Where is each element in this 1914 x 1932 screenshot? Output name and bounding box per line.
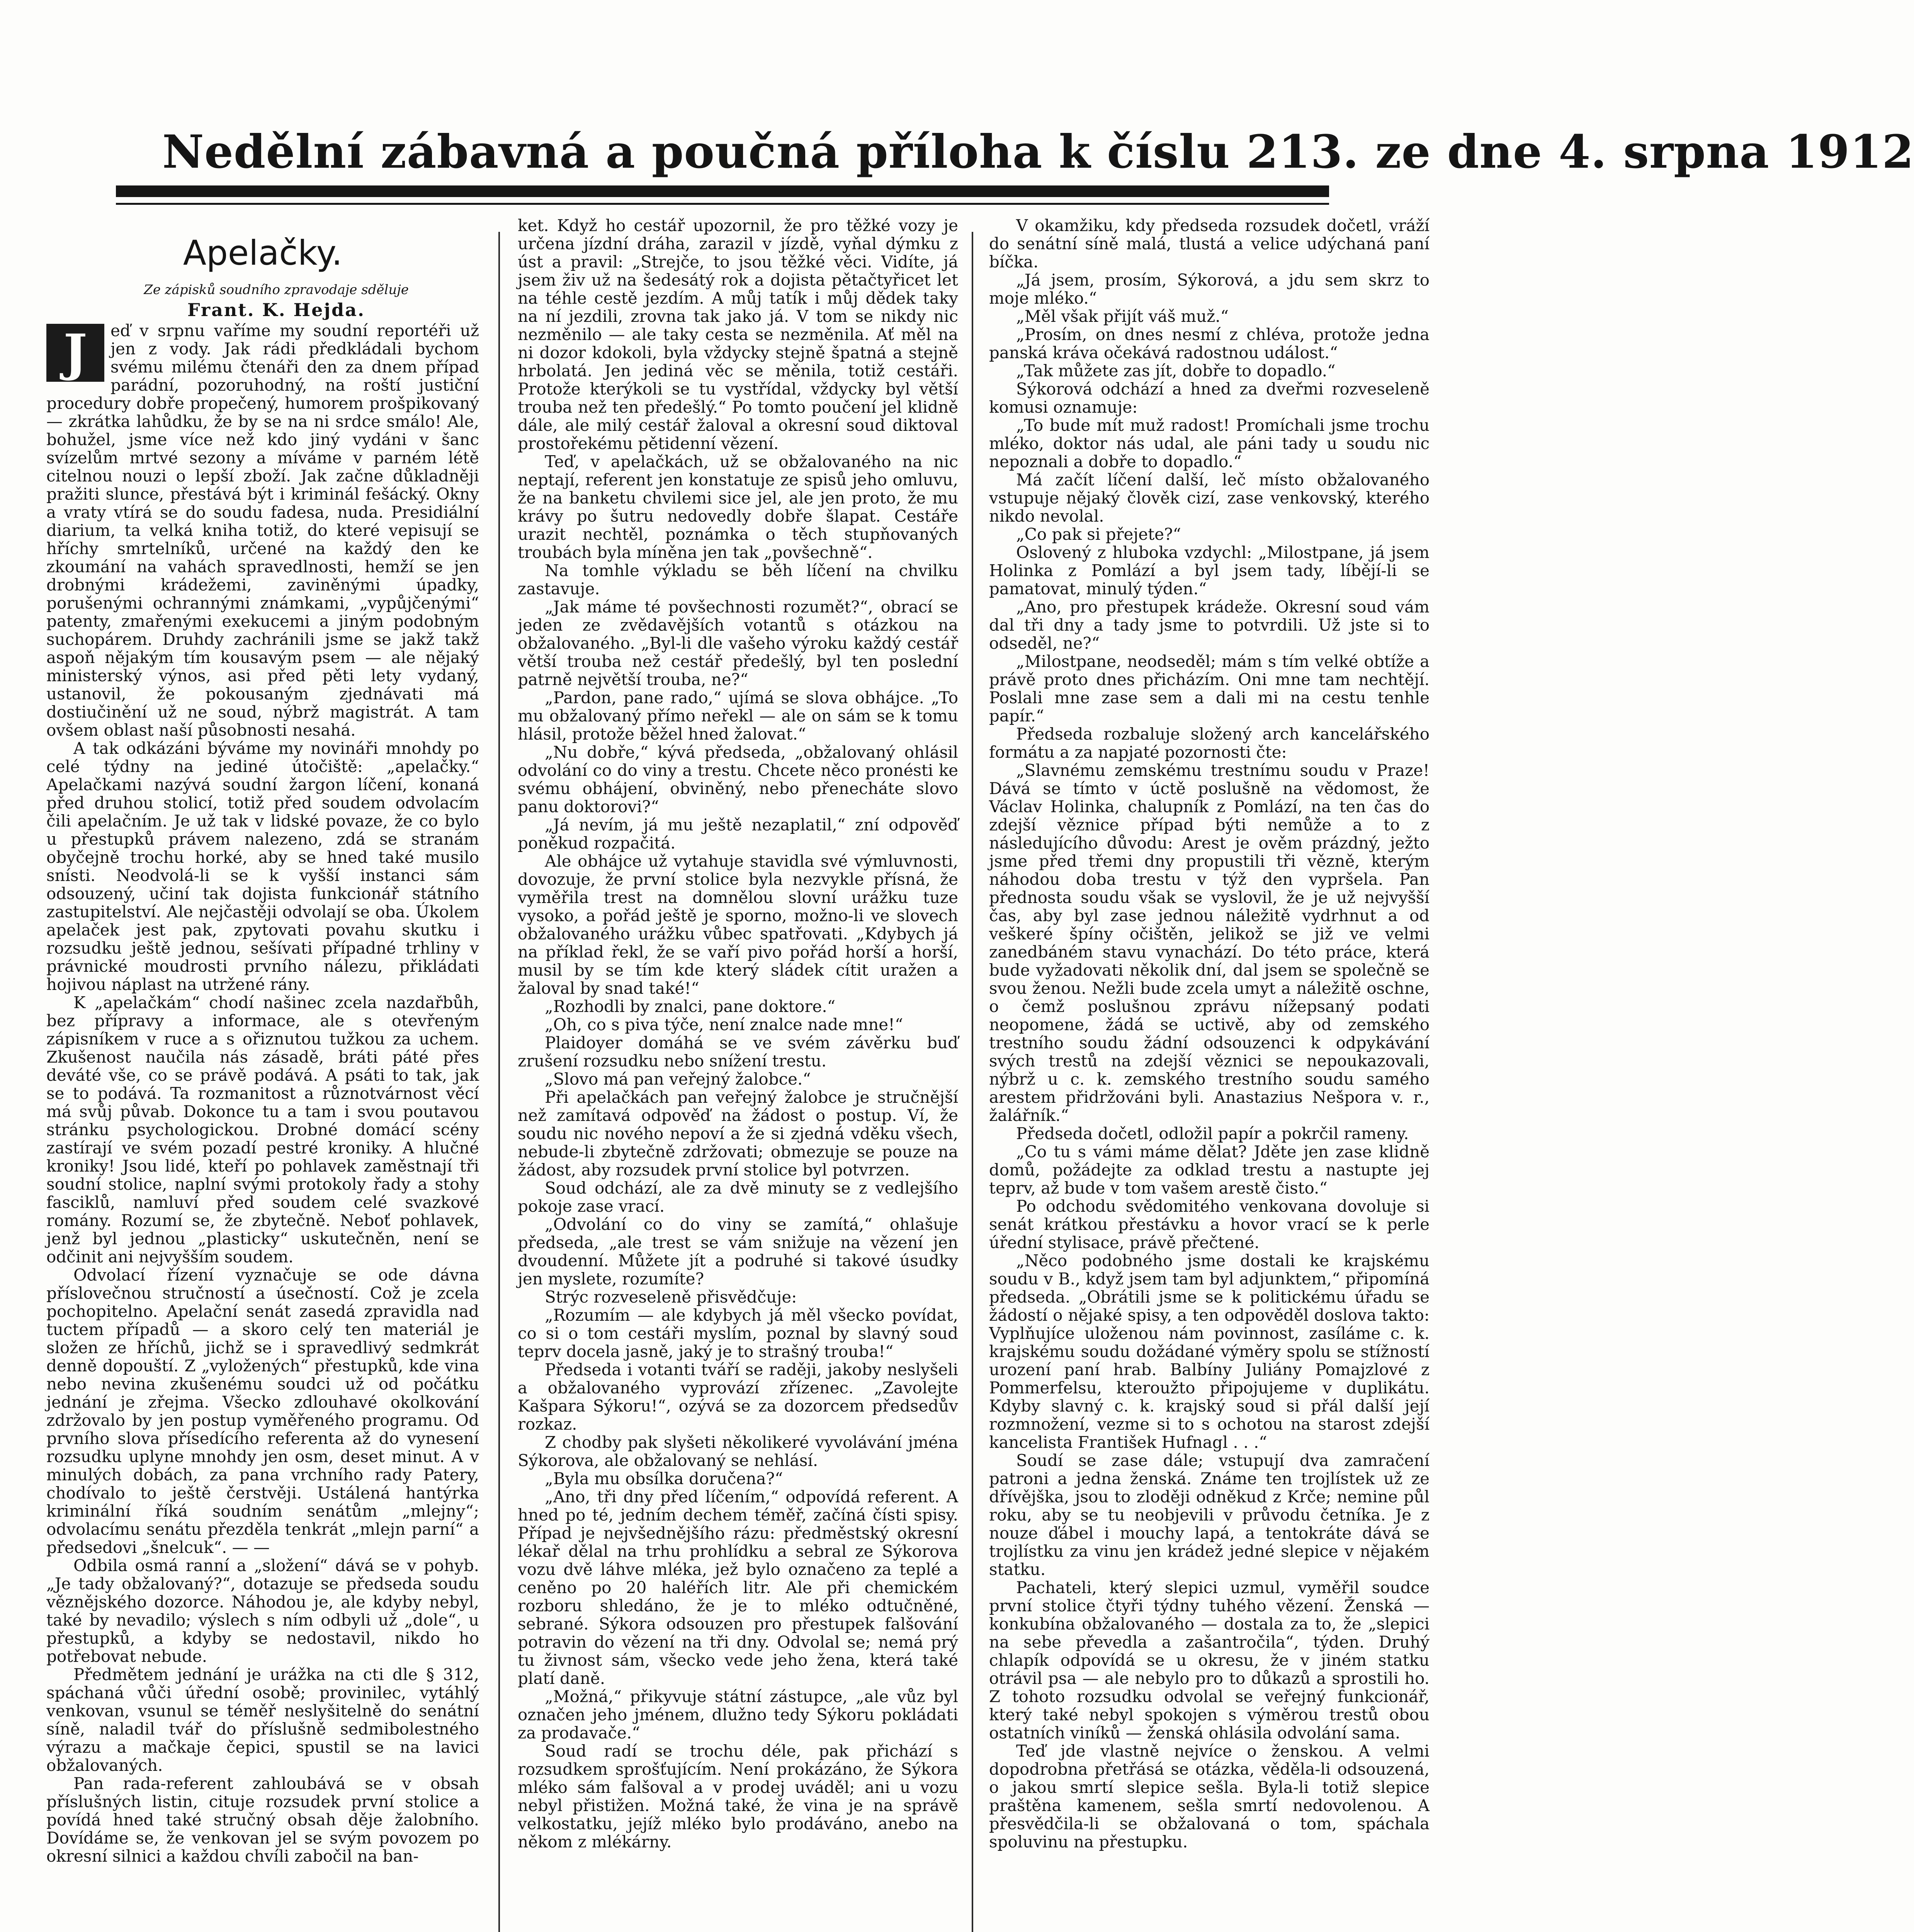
article-paragraph: Předseda dočetl, odložil papír a pokrčil rameny. — [1016, 1124, 1409, 1143]
article-paragraph: Soudí se zase dále; vstupují dva zamračení patroni a jedna ženská. Známe ten trojlístek už ze dřívějška, jsou to zloději odněkud z Krče; nemine půl roku, aby se tu neobjevili v průvodu četníka. Je z nouze ďábel i mouchy lapá, a tentokráte dává se trojlístku za vinu jen krádež jedné slepice v nějakém statku. — [989, 1451, 1430, 1579]
article-paragraph: Plaidoyer domáhá se ve svém závěrku buď zrušení rozsudku nebo snížení trestu. — [518, 1033, 958, 1070]
article-paragraph: „Já jsem, prosím, Sýkorová, a jdu sem skrz to moje mléko.“ — [989, 270, 1430, 308]
article-paragraph: ket. Když ho cestář upozornil, že pro těžké vozy je určena jízdní dráha, zarazil v jízdě, vyňal dýmku z úst a pravil: „Strejče, to jsou těžké věci. Vidíte, já jsem živ už na šedesátý rok a dojista pětačtyřicet let na téhle cestě jezdím. A můj tatík i můj dědek taky na ní jezdili, zrovna tak jako já. V tom se nikdy nic nezměnilo — ale taky cesta se nezměnila. Ať měl na ni dozor kdokoli, byla vždycky stejně špatná a stejně hrbolatá. Jen jediná věc se měnila, totiž cestáři. Protože kterýkoli se tu vystřídal, vždycky byl větší trouba než ten předešlý.“ Po tomto poučení jel klidně dále, ale milý cestář žaloval a okresní soud diktoval prostořekému pětidenní vězení. — [518, 216, 958, 453]
article-paragraph — [46, 321, 479, 739]
article-title: Apelačky. — [183, 233, 343, 273]
article-paragraph: Po odchodu svědomitého venkovana dovoluje si senát krátkou přestávku a hovor vrací se k perle úřední stylisace, právě přečtené. — [989, 1197, 1430, 1252]
article-paragraph: Sýkorová odchází a hned za dveřmi rozveseleně komusi oznamuje: — [989, 379, 1430, 417]
article-paragraph: Předseda rozbaluje složený arch kancelářského formátu a za napjaté pozornosti čte: — [989, 724, 1430, 762]
article-paragraph: „Milostpane, neodseděl; mám s tím velké obtíže a právě proto dnes přicházím. Oni mne tam nechtějí. Poslali mne zase sem a dali mi na cestu tenhle papír.“ — [989, 652, 1430, 725]
article-paragraph: Pan rada-referent zahloubává se v obsah příslušných listin, cituje rozsudek první stolice a povídá hned také stručný obsah děje žalobního. Dovídáme se, že venkovan jel se svým povozem po okresní silnici a každou chvíli zabočil na ban- — [46, 1774, 479, 1866]
article-paragraph: Odvolací řízení vyznačuje se ode dávna příslovečnou stručností a úsečností. Což je zcela pochopitelno. Apelační senát zasedá zpravidla nad tuctem případů — a skoro celý ten materiál je složen ze hříchů, jichž se i spravedlivý sedmkrát denně dopouští. Z „vyložených“ přestupků, kde vina nebo nevina zkušenému soudci už od počátku jednání je zřejma. Všecko zdlouhavé okolkování zdržovalo by jen postup vyměřeného programu. Od prvního slova přísedícího referenta až do vynesení rozsudku uplyne mnohdy jen osm, deset minut. A v minulých dobách, za pana vrchního rady Patery, chodívalo to ještě čerstvěji. Ustálená hantýrka kriminální říká soudním senátům „mlejny“; odvolacímu senátu přezděla tenkrát „mlejn parní“ a předsedovi „šnelcuk“. — — — [46, 1265, 479, 1557]
article-paragraph: Předseda i votanti tváří se raději, jakoby neslyšeli a obžalovaného vyprovází zřízenec. „Zavolejte Kašpara Sýkoru!“, ozývá se za dozorcem předsedův rozkaz. — [518, 1360, 958, 1434]
article-paragraph: „Možná,“ přikyvuje státní zástupce, „ale vůz byl označen jeho jménem, dlužno tedy Sýkoru pokládati za prodavače.“ — [518, 1687, 958, 1742]
article-paragraph: „Slavnému zemskému trestnímu soudu v Praze! Dává se tímto v úctě poslušně na vědomost, že Václav Holinka, chalupník z Pomlází, na ten čas do zdejší věznice případ býti nemůže a to z následujícího důvodu: Arest je ověm prázdný, ježto jsme před třemi dny propustili tři vězně, kterým náhodou doba trestu v týž den vypršela. Pan přednosta soudu však se vyslovil, že je už nejvyšší čas, aby byl zase jednou náležitě vydrhnut a od veškeré špíny očištěn, jelikož se již ve velmi zanedbáném stavu vynachází. Do této práce, která bude vyžadovati několik dní, dal jsem se společně se svou ženou. Nežli bude zcela umyt a náležitě oschne, o čemž poslušnou zprávu nížepsaný podati neopomene, žádá se uctivě, aby od zemského trestního soudu žádní odsouzenci k odpykávání svých trestů na zdejší věznici se nepoukazovali, nýbrž u c. k. zemského trestního soudu samého arestem přidržováni byli. Anastazius Nešpora v. r., žalářník.“ — [989, 761, 1430, 1125]
masthead-thick-rule — [116, 185, 1329, 197]
article-paragraph: „Slovo má pan veřejný žalobce.“ — [545, 1070, 811, 1088]
article-paragraph: Teď, v apelačkách, už se obžalovaného na nic neptají, referent jen konstatuje ze spisů jeho omluvu, že na banketu chvilemi sice jel, ale jen proto, že mu krávy po šutru nedovedly dobře šlapat. Cestáře urazit nechtěl, poznámka o těch stupňovaných troubách byla míněna jen tak „povšechně“. — [518, 452, 958, 562]
article-paragraph: Teď jde vlastně nejvíce o ženskou. A velmi dopodrobna přetřásá se otázka, věděla-li odsouzená, o jakou smrtí slepice sešla. Byla-li totiž slepice praštěna kamenem, sešla smrtí nedovolenou. A přesvědčila-li se obžalovaná o tom, spáchala spoluvinu na přestupku. — [989, 1742, 1430, 1851]
article-paragraph: Pachateli, který slepici uzmul, vyměřil soudce první stolice čtyři týdny tuhého vězení. Ženská — konkubína obžalovaného — dostala za to, že „slepici na sebe převedla a zašantročila“, týden. Druhý chlapík odpovídá se u okresu, že v jiném statku otrávil psa — ale nebylo pro to důkazů a sprostili ho. Z tohoto rozsudku odvolal se veřejný funkcionář, který také nebyl spokojen s výměrou trestů obou ostatních viníků — ženská ohlásila odvolání sama. — [989, 1578, 1430, 1742]
article-paragraph: „Já nevím, já mu ještě nezaplatil,“ zní odpověď poněkud rozpačitá. — [518, 815, 958, 852]
paragraph-text: eď v srpnu vaříme my soudní reportéři už jen z vody. Jak rádi předkládali bychom svému milému čtenáři den za dnem případ parádní, pozoruhodný, na roští justiční procedury dobře propečený, humorem prošpikovaný — zkrátka lahůdku, že by se na ni srdce smálo! Ale, bohužel, jsme více než kdo jiný vydáni v šanc svízelům mrtvé sezony a míváme v parném létě citelnou nouzi o lepší zboží. Jak začne důkladněji pražiti slunce, přestává být i kriminál fešácký. Okny a vraty vtírá se do soudu fadesa, nuda. Presidiální diarium, ta velká kniha totiž, do které vepisují se hříchy smrtelníků, určené na každý den ke zkoumání na vahách spravedlnosti, hemží se jen drobnými krádežemi, zaviněnými úpadky, porušenými ochrannými známkami, „vypůjčenými“ patenty, zmařenými exekucemi a jiným podobným suchopárem. Druhdy zachránili jsme se jakž takž aspoň nějakým tím kousavým psem — ale nějaký ministerský výnos, asi před pěti lety vydaný, ustanovil, že pokousaným zjednávati má dostiučinění už ne soud, nýbrž magistrát. A tam ovšem oblast naší působnosti nesahá. — [46, 321, 479, 740]
article-paragraph: Soud odchází, ale za dvě minuty se z vedlejšího pokoje zase vrací. — [518, 1179, 958, 1216]
article-paragraph: „Tak můžete zas jít, dobře to dopadlo.“ — [1016, 361, 1336, 380]
article-paragraph: „Co tu s vámi máme dělat? Jděte jen zase klidně domů, požádejte za odklad trestu a nastupte jej teprv, až bude v tom vašem arestě čisto.“ — [989, 1142, 1430, 1197]
drop-cap: J — [46, 324, 104, 382]
article-paragraph: „Rozumím — ale kdybych já měl všecko povídat, co si o tom cestáři myslím, poznal by slavný soud teprv docela jasně, jaký je to strašný trouba!“ — [518, 1306, 958, 1361]
column-divider-2 — [972, 232, 973, 1932]
masthead-thin-rule — [116, 203, 1329, 205]
column-3 — [989, 216, 1430, 1932]
article-paragraph: „Byla mu obsílka doručena?“ — [545, 1469, 783, 1488]
article-paragraph: Soud radí se trochu déle, pak přichází s rozsudkem sprošťujícím. Není prokázáno, že Sýkora mléko sám falšoval a v prodej uváděl; ani u vozu nebyl přistižen. Možná také, že vina je na správě velkostatku, jejíž mléko bylo prodáváno, anebo na někom z mlékárny. — [518, 1742, 958, 1851]
article-paragraph: „Pardon, pane rado,“ ujímá se slova obhájce. „To mu obžalovaný přímo neřekl — ale on sám se k tomu hlásil, protože běžel hned žalovat.“ — [518, 688, 958, 743]
article-paragraph: „Něco podobného jsme dostali ke krajskému soudu v B., když jsem tam byl adjunktem,“ připomíná předseda. „Obrátili jsme se k politickému úřadu se žádostí o nějaké spisy, a ten odpověděl doslova takto: Vyplňujíce uloženou nám povinnost, zasíláme c. k. krajskému soudu dožádané výměry spolu se stížností urození paní hrab. Balbíny Juliány Pomajzlové z Pommerfelsu, kteroužto připojujeme v duplikátu. Kdyby slavný c. k. krajský soud si přál další její rozmnožení, vezme si to s ochotou na starost zdejší kancelista František Hufnagl . . .“ — [989, 1251, 1430, 1452]
column-1 — [46, 216, 479, 1932]
article-paragraph: K „apelačkám“ chodí našinec zcela nazdařbůh, bez přípravy a informace, ale s otevřeným zápisníkem v ruce a s ořiznutou tužkou za uchem. Zkušenost naučila nás zásadě, bráti páté přes deváté vše, co se právě podává. A psáti to tak, jak se to podává. Ta rozmanitost a různotvárnost věcí má svůj půvab. Dokonce tu a tam i svou poutavou stránku psychologickou. Drobné domácí scény zastírají ve svém pozadí pestré kroniky. A hlučné kroniky! Jsou lidé, kteří po pohlavek zaměstnají tři soudní stolice, naplní svými protokoly řady a stohy fasciklů, namluví před soudem celé svazkové romány. Rozumí se, že zbytečně. Neboť pohlavek, jenž byl jednou „plasticky“ uskutečněn, není se odčinit ani nejvyšším soudem. — [46, 993, 479, 1266]
article-paragraph: Strýc rozveseleně přisvědčuje: — [545, 1287, 797, 1306]
column-2 — [518, 216, 958, 1932]
article-paragraph: Odbila osmá ranní a „složení“ dává se v pohyb. „Je tady obžalovaný?“, dotazuje se předseda soudu věznějského dozorce. Náhodou je, ale kdyby nebyl, také by nevadilo; výslech s ním odbyli už „dole“, u přestupků, a kdyby se nedostavil, nikdo ho potřebovat nebude. — [46, 1556, 479, 1666]
article-paragraph: Ale obhájce už vytahuje stavidla své výmluvnosti, dovozuje, že první stolice byla nezvykle přísná, že vyměřila trest na domnělou slovní urážku tuze vysoko, a pořád ještě je sporno, možno-li ve slovech obžalovaného urážku vůbec spatřovati. „Kdybych já na příklad řekl, že se vaří pivo pořád horší a horší, musil by se tím kde který sládek cítit uražen a žaloval by snad také!“ — [518, 852, 958, 998]
byline-author: Frant. K. Hejda. — [187, 299, 365, 320]
article-paragraph: „Co pak si přejete?“ — [1016, 525, 1181, 544]
masthead-title: Nedělní zábavná a poučná příloha k číslu 213. ze dne 4. srpna 1912 — [162, 125, 1914, 179]
article-paragraph: „Oh, co s piva týče, není znalce nade mne!“ — [545, 1015, 903, 1034]
article-paragraph: „Jak máme té povšechnosti rozumět?“, obrací se jeden ze zvědavějších votantů s otázkou na obžalovaného. „Byl-li dle vašeho výroku každý cestář větší trouba než cestář předešlý, byl ten poslední patrně největší trouba, ne?“ — [518, 597, 958, 689]
article-paragraph: „Ano, tři dny před líčením,“ odpovídá referent. A hned po té, jedním dechem téměř, začíná čísti spisy. Případ je nejvšednějšího rázu: předměstský okresní lékař dělal na trhu prohlídku a sebral ze Sýkorova vozu dvě láhve mléka, jež bylo označeno za teplé a ceněno po 20 haléřích litr. Ale při chemickém rozboru shledáno, že je to mléko odtučněné, sebrané. Sýkora odsouzen pro přestupek falšování potravin do vězení na tři dny. Odvolal se; nemá prý tu živnost sám, všecko vede jeho žena, která také platí daně. — [518, 1487, 958, 1688]
article-paragraph: Má začít líčení další, leč místo obžalovaného vstupuje nějaký člověk cizí, zase venkovský, kterého nikdo nevolal. — [989, 470, 1430, 526]
article-paragraph: „Měl však přijít váš muž.“ — [1016, 307, 1229, 326]
column-divider-1 — [498, 232, 500, 1932]
article-paragraph: „Nu dobře,“ kývá předseda, „obžalovaný ohlásil odvolání co do viny a trestu. Chcete něco pronésti ke svému obhájení, obviněný, nebo přenecháte slovo panu doktorovi?“ — [518, 743, 958, 816]
article-paragraph: „Ano, pro přestupek krádeže. Okresní soud vám dal tři dny a tady jsme to potvrdili. Už jste si to odseděl, ne?“ — [989, 597, 1430, 653]
article-paragraph: Z chodby pak slyšeti několikeré vyvolávání jména Sýkorova, ale obžalovaný se nehlásí. — [518, 1433, 958, 1470]
article-paragraph: „Prosím, on dnes nesmí z chléva, protože jedna panská kráva očekává radostnou událost.“ — [989, 325, 1430, 362]
byline-intro: Ze zápisků soudního zpravodaje sděluje — [144, 282, 409, 298]
article-paragraph: „Rozhodli by znalci, pane doktore.“ — [545, 997, 836, 1016]
article-paragraph: Na tomhle výkladu se běh líčení na chvilku zastavuje. — [518, 561, 958, 598]
article-paragraph: Oslovený z hluboka vzdychl: „Milostpane, já jsem Holinka z Pomlází a byl jsem tady, líbějí-li se pamatovat, minulý týden.“ — [989, 543, 1430, 598]
article-paragraph: „Odvolání co do viny se zamítá,“ ohlašuje předseda, „ale trest se vám snižuje na vězení jen dvoudenní. Můžete jít a podruhé si takové úsudky jen myslete, rozumíte? — [518, 1215, 958, 1288]
article-paragraph: „To bude mít muž radost! Promíchali jsme trochu mléko, doktor nás udal, ale páni tady u soudu nic nepoznali a dobře to dopadlo.“ — [989, 416, 1430, 471]
article-paragraph: V okamžiku, kdy předseda rozsudek dočetl, vráží do senátní síně malá, tlustá a velice udýchaná paní bíčka. — [989, 216, 1430, 271]
article-paragraph: A tak odkázáni býváme my novináři mnohdy po celé týdny na jediné útočiště: „apelačky.“ Apelačkami nazývá soudní žargon líčení, konaná před druhou stolicí, totiž před soudem odvolacím čili apelačním. Je už tak v lidské povaze, že co bylo u přestupků právem nalezeno, zdá se stranám obyčejně trochu horké, aby se hned také musilo snísti. Neodvolá-li se k vyšší instanci sám odsouzený, učiní tak dojista funkcionář státního zastupitelství. Ale nejčastěji odvolají se oba. Úkolem apelaček jest pak, zpytovati povahu skutku i rozsudku ještě jednou, sešívati případné trhliny v právnické moudrosti prvního nálezu, přikládati hojivou náplast na utržené rány. — [46, 739, 479, 994]
article-paragraph: Při apelačkách pan veřejný žalobce je stručnější než zamítavá odpověď na žádost o postup. Ví, že soudu nic nového nepoví a že si zjedná vděku všech, nebude-li zbytečně zdržovati; obmezuje se pouze na žádost, aby rozsudek první stolice byl potvrzen. — [518, 1088, 958, 1179]
article-paragraph: Předmětem jednání je urážka na cti dle § 312, spáchaná vůči úřední osobě; provinilec, vytáhlý venkovan, vsunul se téměř neslyšitelně do senátní síně, naladil tvář do příslušně sedmibolestného výrazu a mačkaje čepici, spustil se na lavici obžalovaných. — [46, 1665, 479, 1775]
